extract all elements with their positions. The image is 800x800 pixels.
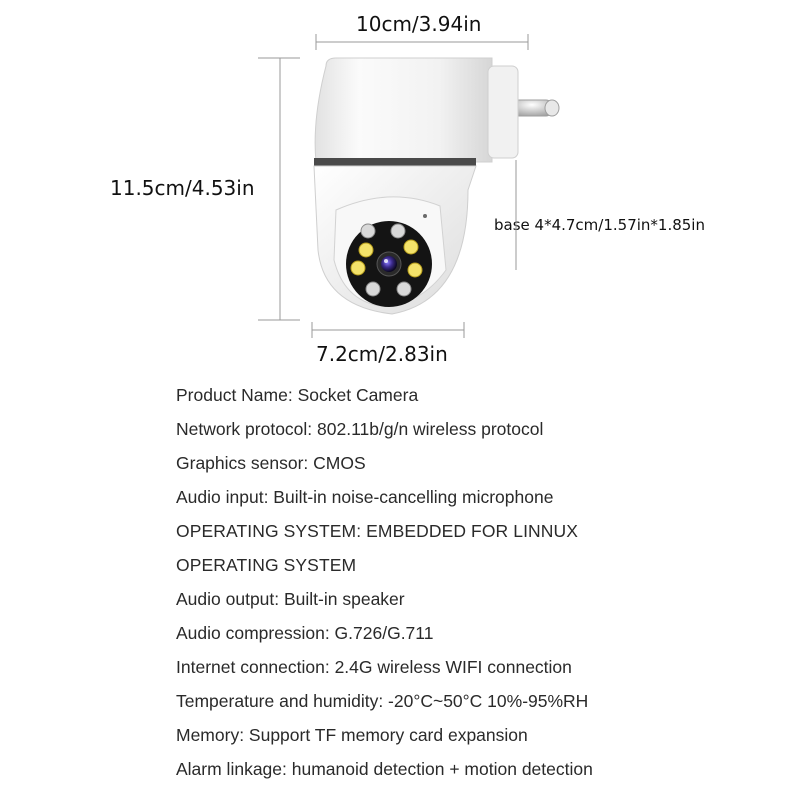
spec-alarm-linkage: Alarm linkage: humanoid detection + motion detection [176,759,593,779]
spec-product-name: Product Name: Socket Camera [176,385,419,405]
spec-temperature-humidity: Temperature and humidity: -20°C~50°C 10%-95%RH [176,691,589,711]
spec-network-protocol: Network protocol: 802.11b/g/n wireless protocol [176,419,544,439]
spec-audio-output: Audio output: Built-in speaker [176,589,405,609]
plug-pins [512,100,559,116]
socket-camera-image [0,0,800,370]
spec-operating-system: OPERATING SYSTEM: EMBEDDED FOR LINNUX [176,521,579,541]
mic-hole [423,214,427,218]
spec-audio-compression: Audio compression: G.726/G.711 [176,623,434,643]
spec-internet-connection: Internet connection: 2.4G wireless WIFI connection [176,657,572,677]
spec-memory: Memory: Support TF memory card expansion [176,725,528,745]
spec-graphics-sensor: Graphics sensor: CMOS [176,453,366,473]
spec-operating-system-cont: OPERATING SYSTEM [176,555,357,575]
height-dimension-label: 11.5cm/4.53in [110,176,255,200]
width-dimension-label: 10cm/3.94in [356,12,482,36]
spec-list [176,378,593,786]
base-dimension-label: base 4*4.7cm/1.57in*1.85in [494,216,705,234]
camera-lens [381,256,397,272]
spec-audio-input: Audio input: Built-in noise-cancelling microphone [176,487,554,507]
led-lens-ring [346,221,432,307]
depth-dimension-label: 7.2cm/2.83in [316,342,448,366]
camera-upper-housing [314,58,518,166]
